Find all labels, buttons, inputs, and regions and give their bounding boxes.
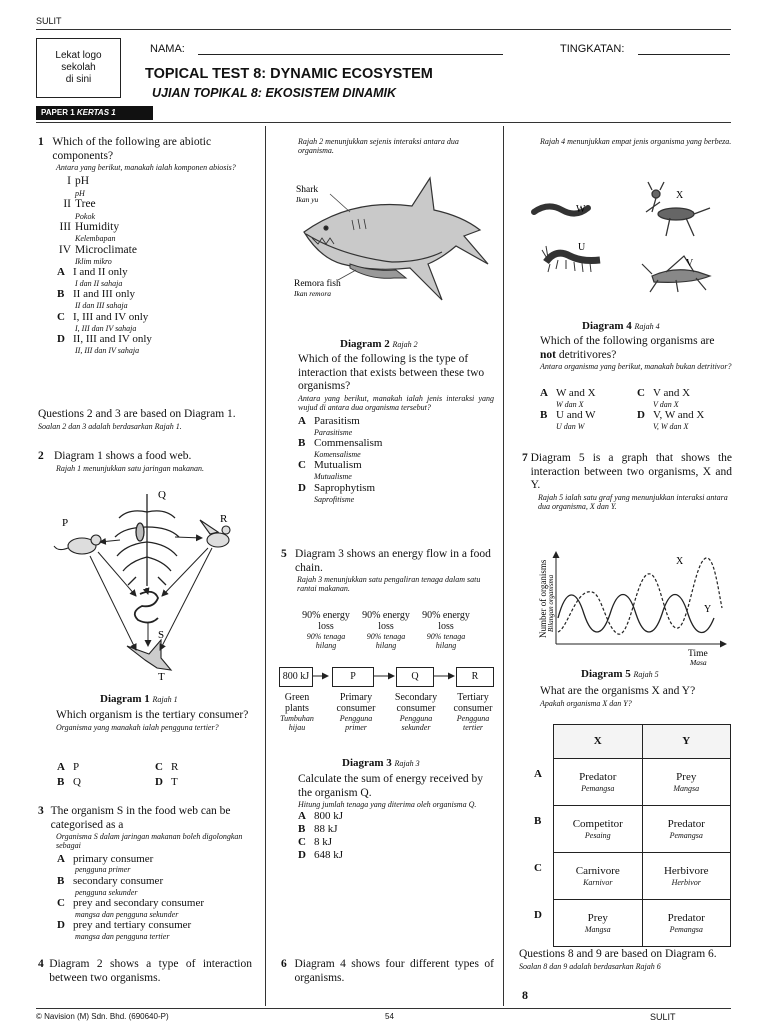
label-s: S bbox=[158, 629, 165, 641]
question-4: 4 Diagram 2 shows a type of interaction between two organisms. bbox=[38, 958, 252, 984]
option-d[interactable]: D prey and tertiary consumer bbox=[57, 918, 192, 931]
series-y-line bbox=[558, 595, 714, 633]
option-c[interactable]: C I, III and IV only bbox=[57, 310, 149, 323]
question-3: 3 The organism S in the food web can be categorised as a Organisma S dalam jaringan makanan boleh digolongkan sebagai A primary consumer pengguna primer B secondary consumer pengguna sekunder C prey and secondary consumer mangsa dan pengguna sekunder D prey and tertiary consumer mangsa dan pengguna tertier bbox=[38, 805, 252, 941]
column-divider-1 bbox=[265, 126, 266, 1006]
form-label: TINGKATAN: bbox=[560, 43, 625, 55]
x-axis-label: Time bbox=[688, 649, 708, 659]
form-field[interactable] bbox=[638, 54, 730, 55]
box-p: P bbox=[332, 667, 374, 687]
page-title: TOPICAL TEST 8: DYNAMIC ECOSYSTEM bbox=[145, 66, 433, 82]
option-b[interactable]: B U and W U dan W bbox=[540, 409, 596, 432]
page-subtitle: UJIAN TOPIKAL 8: EKOSISTEM DINAMIK bbox=[152, 86, 397, 100]
table-row-key-b: B bbox=[534, 815, 542, 827]
table-row[interactable]: Prey Mangsa Predator Pemangsa bbox=[554, 900, 731, 947]
shark-remora-diagram bbox=[292, 172, 492, 332]
options-q4: A Parasitism Parasitisme B Commensalism Komensalisme C Mutualism Mutualisme D Saprophytism Saprofitisme bbox=[298, 415, 494, 504]
paper-tag: PAPER 1 KERTAS 1 bbox=[36, 106, 153, 120]
option-c[interactable]: C prey and secondary consumer bbox=[57, 896, 205, 909]
snake-s bbox=[135, 592, 158, 623]
options-q2 bbox=[57, 761, 247, 789]
level-secondary: Secondary consumer Pengguna sekunder bbox=[394, 692, 438, 733]
label-t: T bbox=[158, 671, 165, 683]
option-a[interactable]: A 800 kJ bbox=[298, 810, 344, 823]
logo-box: Lekat logo sekolah di sini bbox=[36, 38, 121, 98]
question-6-text-it: Rajah 4 menunjukkan empat jenis organisma yang berbeza. bbox=[540, 137, 732, 146]
diagram-2-caption: Diagram 2 Rajah 2 bbox=[340, 338, 418, 350]
mouse-p bbox=[54, 535, 101, 554]
name-label: NAMA: bbox=[150, 43, 185, 55]
question-6: 6 Diagram 4 shows four different types of organisms. bbox=[281, 958, 494, 984]
options-q6 bbox=[540, 387, 732, 431]
option-a[interactable]: A I and II only bbox=[57, 266, 128, 279]
level-green-plants: Green plants Tumbuhan hijau bbox=[280, 692, 314, 733]
shark-label-it: Ikan yu bbox=[296, 195, 319, 204]
option-d[interactable]: D V, W and X V, W dan X bbox=[637, 409, 705, 432]
question-2-ask: Which organism is the tertiary consumer? Organisma yang manakah ialah pengguna tertier? bbox=[56, 709, 249, 732]
table-header-row bbox=[554, 725, 731, 759]
label-q: Q bbox=[158, 489, 166, 501]
page-number: 54 bbox=[385, 1012, 394, 1021]
footer-rule bbox=[36, 1008, 731, 1009]
option-d[interactable]: D T bbox=[155, 775, 178, 788]
option-c[interactable]: C V and X V dan X bbox=[637, 387, 691, 409]
energy-loss-labels bbox=[296, 610, 496, 656]
options-q3: A primary consumer pengguna primer B secondary consumer pengguna sekunder C prey and secondary consumer mangsa dan pengguna sekunder D prey and tertiary consumer mangsa dan pengguna tertier bbox=[38, 853, 252, 942]
option-b[interactable]: B II and III only bbox=[57, 288, 136, 301]
diagram-1-caption: Diagram 1 Rajah 1 bbox=[100, 693, 178, 705]
box-r: R bbox=[456, 667, 494, 687]
grasshopper-v bbox=[642, 256, 710, 292]
organisms-diagram bbox=[526, 180, 736, 320]
header-rule bbox=[36, 122, 731, 123]
questions-8-9-note: Questions 8 and 9 are based on Diagram 6. Soalan 8 dan 9 adalah berdasarkan Rajah 6 bbox=[519, 948, 717, 971]
option-c[interactable]: C R bbox=[155, 761, 179, 773]
diagram-5-caption: Diagram 5 Rajah 5 bbox=[581, 668, 659, 680]
label-p: P bbox=[62, 517, 69, 529]
option-a[interactable]: A W and X W dan X bbox=[540, 387, 596, 409]
option-d[interactable]: D II, III and IV only bbox=[57, 332, 152, 345]
table-row-key-d: D bbox=[534, 909, 542, 921]
option-a[interactable]: A primary consumer bbox=[57, 852, 154, 865]
question-5-ask: Calculate the sum of energy received by the organism Q. Hitung jumlah tenaga yang diterima oleh organisma Q. A 800 kJ B 88 kJ C 8 kJ D 648 kJ bbox=[298, 773, 494, 862]
box-800kj: 800 kJ bbox=[279, 667, 313, 687]
column-divider-2 bbox=[503, 126, 504, 1006]
energy-loss-3: 90% energy loss 90% tenaga hilang bbox=[422, 610, 470, 651]
question-1: 1 Which of the following are abiotic components? Antara yang berikut, manakah ialah komponen abiosis? I pH pH II Tree Pokok III Humidity Kelembapan IV Microclimate Iklim mikro A I and II only I dan II sahaja B II and III only II dan III sahaja C I, III and IV only I, III dan IV sahaja D II, III and IV only II, III dan IV sahaja bbox=[38, 136, 252, 355]
options-q5 bbox=[298, 810, 494, 862]
question-7-ask: What are the organisms X and Y? Apakah organisma X dan Y? bbox=[540, 685, 696, 708]
sulit-top: SULIT bbox=[36, 16, 62, 26]
top-rule bbox=[36, 29, 731, 30]
option-b[interactable]: B Q bbox=[57, 775, 81, 788]
population-graph bbox=[536, 548, 732, 666]
option-b[interactable]: B secondary consumer bbox=[57, 874, 164, 887]
option-d[interactable]: D Saprophytism bbox=[298, 481, 376, 494]
level-tertiary: Tertiary consumer Pengguna tertier bbox=[453, 692, 493, 733]
energy-loss-2: 90% energy loss 90% tenaga hilang bbox=[362, 610, 410, 651]
table-row-key-a: A bbox=[534, 768, 542, 780]
questions-2-3-note: Questions 2 and 3 are based on Diagram 1. Soalan 2 dan 3 adalah berdasarkan Rajah 1. bbox=[38, 408, 236, 431]
option-a[interactable]: A Parasitism bbox=[298, 415, 360, 428]
question-7: 7 Diagram 5 is a graph that shows the interaction between two organisms, X and Y. Rajah 5 ialah satu graf yang menunjukkan interaksi antara dua organisma, X dan Y. bbox=[522, 452, 732, 511]
option-d[interactable]: D 648 kJ bbox=[298, 849, 344, 862]
question-4-ask: Which of the following is the type of interaction that exists between these two organisms? Antara yang berikut, manakah ialah jenis interaksi yang wujud di antara dua organisma tersebut? A Parasitism Parasitisme B Commensalism Komensalisme C Mutualism Mutualisme D Saprophytism Saprofitisme bbox=[298, 353, 494, 504]
trophic-level-labels bbox=[272, 692, 498, 742]
table-row[interactable]: Predator Pemangsa Prey Mangsa bbox=[554, 759, 731, 806]
option-a[interactable]: A P bbox=[57, 761, 80, 773]
plant-q bbox=[115, 494, 179, 586]
series-y-label: Y bbox=[704, 604, 712, 615]
x-axis-label-it: Masa bbox=[690, 658, 707, 666]
food-web-diagram bbox=[50, 482, 250, 692]
label-x: X bbox=[676, 190, 684, 201]
table-row[interactable]: Carnivore Karnivor Herbivore Herbivor bbox=[554, 853, 731, 900]
table-header-y: Y bbox=[642, 725, 730, 759]
statement-list: I pH pH II Tree Pokok III Humidity Kelembapan IV Microclimate Iklim mikro bbox=[58, 175, 137, 267]
millipede-u bbox=[542, 246, 600, 272]
question-2: 2 Diagram 1 shows a food web. Rajah 1 menunjukkan satu jaringan makanan. bbox=[38, 450, 204, 473]
publisher: © Navision (M) Sdn. Bhd. (690640-P) bbox=[36, 1012, 169, 1021]
table-header-x: X bbox=[554, 725, 643, 759]
question-5: 5 Diagram 3 shows an energy flow in a food chain. Rajah 3 menunjukkan satu pengaliran tenaga dalam satu rantai makanan. bbox=[281, 548, 491, 594]
remora-label-it: Ikan remora bbox=[294, 289, 332, 298]
box-q: Q bbox=[396, 667, 434, 687]
label-u: U bbox=[578, 242, 586, 253]
question-6-ask: Which of the following organisms are not detritivores? Antara organisma yang berikut, manakah bukan detritivor? bbox=[540, 335, 732, 372]
sulit-bottom: SULIT bbox=[650, 1012, 676, 1022]
diagram-4-caption: Diagram 4 Rajah 4 bbox=[582, 320, 660, 332]
question-8-number: 8 bbox=[522, 988, 528, 1002]
option-b[interactable]: B 88 kJ bbox=[298, 823, 338, 836]
table-row-key-c: C bbox=[534, 862, 542, 874]
label-r: R bbox=[220, 513, 228, 525]
option-b[interactable]: B Commensalism bbox=[298, 437, 383, 450]
level-primary: Primary consumer Pengguna primer bbox=[336, 692, 376, 733]
options-q1: A I and II only I dan II sahaja B II and III only II dan III sahaja C I, III and IV only I, III dan IV sahaja D II, III and IV only II, III dan IV sahaja bbox=[38, 266, 252, 355]
series-x-label: X bbox=[676, 556, 684, 567]
remora-label: Remora fish bbox=[294, 279, 341, 289]
label-v: V bbox=[686, 258, 694, 269]
name-field[interactable] bbox=[198, 54, 503, 55]
table-row[interactable]: Competitor Pesaing Predator Pemangsa bbox=[554, 806, 731, 853]
option-c[interactable]: C Mutualism bbox=[298, 459, 362, 472]
y-axis-label: Number of organisms bbox=[538, 559, 548, 638]
label-w: W bbox=[576, 204, 586, 215]
diagram-3-caption: Diagram 3 Rajah 3 bbox=[342, 757, 420, 769]
y-axis-label-it: Bilangan organisma bbox=[547, 574, 555, 632]
answer-table bbox=[553, 724, 731, 947]
energy-loss-1: 90% energy loss 90% tenaga hilang bbox=[302, 610, 350, 651]
shark-label: Shark bbox=[296, 185, 319, 195]
question-4-text-it: Rajah 2 menunjukkan sejenis interaksi antara dua organisma. bbox=[298, 137, 459, 156]
option-c[interactable]: C 8 kJ bbox=[298, 836, 333, 849]
